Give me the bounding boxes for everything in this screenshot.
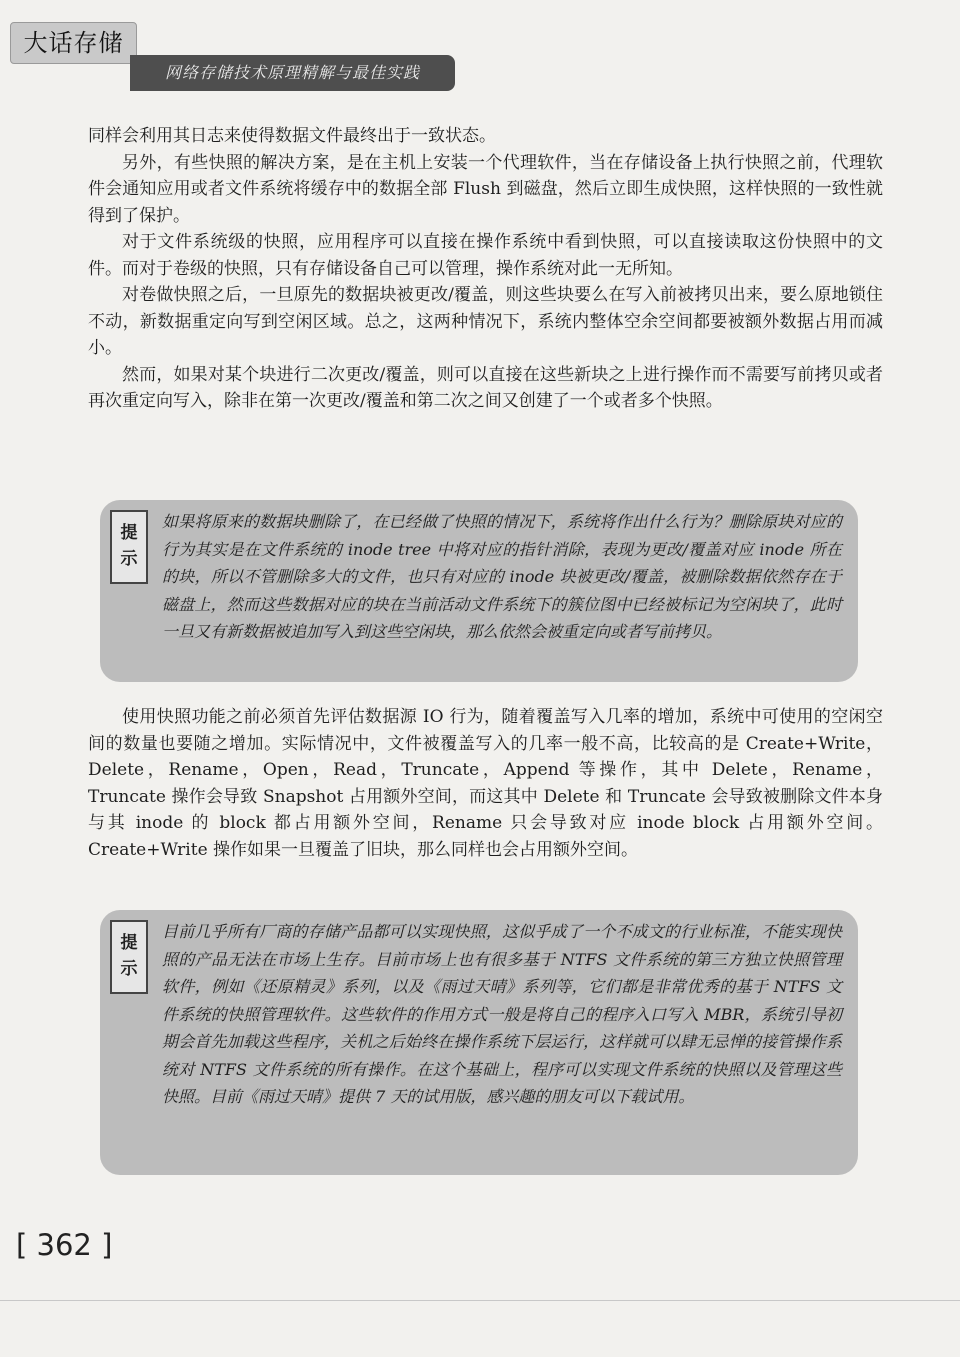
paragraph: 使用快照功能之前必须首先评估数据源 IO 行为，随着覆盖写入几率的增加，系统中可使用的空闲空间的数量也要随之增加。实际情况中，文件被覆盖写入的几率一般不高，比较高的是 Create+Write，Delete，Rename，Open，Read，Truncate，Append 等操作，其中 Delete，Rename，Truncate 操作会导致 Snapshot 占用额外空间，而这其中 Delete 和 Truncate 会导致被删除文件本身与其 inode 的 block 都占用额外空间，Rename 只会导致对应 inode block 占用额外空间。Create+Write 操作如果一旦覆盖了旧块，那么同样也会占用额外空间。: [88, 707, 883, 860]
note-text: 目前几乎所有厂商的存储产品都可以实现快照，这似乎成了一个不成文的行业标准，不能实现快照的产品无法在市场上生存。目前市场上也有很多基于 NTFS 文件系统的第三方独立快照管理软件，例如《还原精灵》系列，以及《雨过天晴》系列等，它们都是非常优秀的基于 NTFS 文件系统的快照管理软件。这些软件的作用方式一般是将自己的程序入口写入 MBR，系统引导初期会首先加载这些程序，关机之后始终在操作系统下层运行，这样就可以肆无忌惮的接管操作系统对 NTFS 文件系统的所有操作。在这个基础上，程序可以实现文件系统的快照以及管理这些快照。目前《雨过天晴》提供 7 天的试用版，感兴趣的朋友可以下载试用。: [162, 922, 842, 1106]
note-box: [100, 910, 858, 1175]
note-box: [100, 500, 858, 682]
paragraph: 然而，如果对某个块进行二次更改/覆盖，则可以直接在这些新块之上进行操作而不需要写前拷贝或者再次重定向写入，除非在第一次更改/覆盖和第二次之间又创建了一个或者多个快照。: [88, 364, 883, 411]
paragraph: 对卷做快照之后，一旦原先的数据块被更改/覆盖，则这些块要么在写入前被拷贝出来，要么原地锁住不动，新数据重定向写到空闲区域。总之，这两种情况下，系统内整体空余空间都要被额外数据占用而减小。: [88, 285, 883, 358]
body-text-top: [88, 123, 883, 415]
page-number: [ 362 ]: [16, 1228, 113, 1262]
tip-icon: [110, 920, 148, 994]
book-title: 大话存储: [10, 22, 137, 64]
tip-icon-char: 示: [120, 959, 138, 979]
paragraph: 对于文件系统级的快照，应用程序可以直接在操作系统中看到快照，可以直接读取这份快照中的文件。而对于卷级的快照，只有存储设备自己可以管理，操作系统对此一无所知。: [88, 232, 883, 279]
footer-divider: [0, 1300, 960, 1301]
paragraph: 另外，有些快照的解决方案，是在主机上安装一个代理软件，当在存储设备上执行快照之前，代理软件会通知应用或者文件系统将缓存中的数据全部 Flush 到磁盘，然后立即生成快照，这样快照的一致性就得到了保护。: [88, 152, 883, 226]
tip-icon-char: 示: [120, 549, 138, 569]
paragraph: 同样会利用其日志来使得数据文件最终出于一致状态。: [88, 126, 496, 146]
body-text-middle: [88, 704, 883, 863]
tip-icon-char: 提: [120, 933, 138, 953]
book-subtitle: 网络存储技术原理精解与最佳实践: [130, 55, 455, 91]
tip-icon: [110, 510, 148, 584]
note-text: 如果将原来的数据块删除了，在已经做了快照的情况下，系统将作出什么行为？删除原块对应的行为其实是在文件系统的 inode tree 中将对应的指针消除，表现为更改/覆盖对应 inode 所在的块，所以不管删除多大的文件，也只有对应的 inode 块被更改/覆盖，被删除数据依然存在于磁盘上，然而这些数据对应的块在当前活动文件系统下的簇位图中已经被标记为空闲块了，此时一旦又有新数据被追加写入到这些空闲块，那么依然会被重定向或者写前拷贝。: [162, 512, 842, 641]
tip-icon-char: 提: [120, 523, 138, 543]
